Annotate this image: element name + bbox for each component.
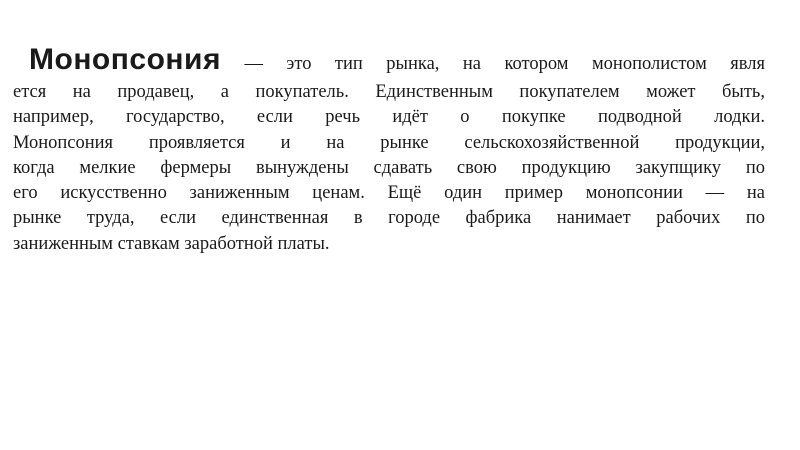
paragraph-line-2: ется на продавец, а покупатель. Единственным покупателем может быть, — [13, 82, 765, 102]
paragraph-line-8: заниженным ставкам заработной платы. — [13, 233, 330, 254]
paragraph-line-4: Монопсония проявляется и на рынке сельскохозяйственной продукции, — [13, 132, 765, 153]
paragraph-line-3: например, государство, если речь идёт о покупке подводной лодки. — [13, 107, 765, 128]
paragraph-line-6: его искусственно заниженным ценам. Ещё один пример монопсонии — на — [13, 183, 765, 204]
definition-paragraph — [13, 40, 765, 257]
paragraph-line-5: когда мелкие фермеры вынуждены сдавать свою продукцию закупщику по — [13, 157, 765, 178]
term-heading: Монопсония — [29, 43, 221, 76]
definition-start: — это тип рынка, на котором монополистом явля — [220, 54, 765, 74]
paragraph-line-7: рынке труда, если единственная в городе фабрика нанимает рабочих по — [13, 208, 765, 229]
paragraph-line-1 — [13, 40, 765, 80]
